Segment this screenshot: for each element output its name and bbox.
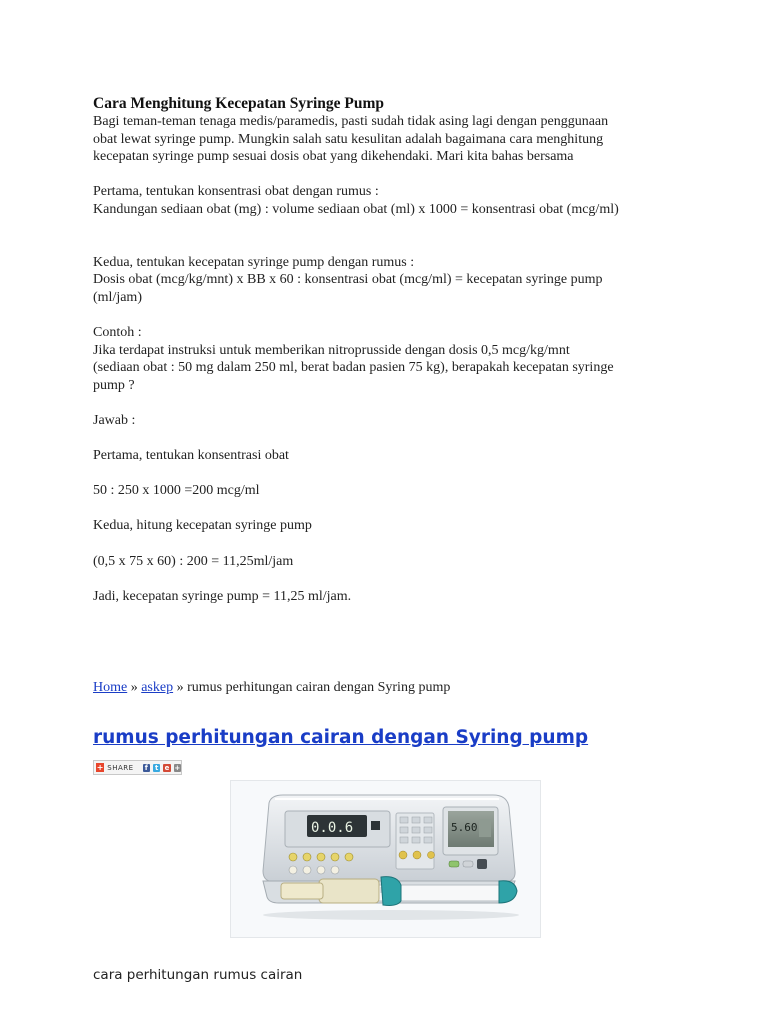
twitter-icon: t bbox=[154, 763, 159, 772]
step1-formula: Kandungan sediaan obat (mg) : volume sediaan obat (ml) x 1000 = konsentrasi obat (mcg/ml) bbox=[93, 201, 619, 217]
article-title: Cara Menghitung Kecepatan Syringe Pump bbox=[93, 95, 385, 112]
email-icon: e bbox=[164, 763, 170, 772]
example-heading: Contoh : bbox=[93, 324, 142, 340]
pump-display-value: 0.0.6 bbox=[311, 820, 354, 836]
article bbox=[93, 95, 693, 605]
share-label: SHARE bbox=[107, 763, 134, 772]
step1-heading: Pertama, tentukan konsentrasi obat dengan rumus : bbox=[93, 184, 379, 200]
step2-formula-line-2: (ml/jam) bbox=[93, 289, 142, 305]
answer-calc2: (0,5 x 75 x 60) : 200 = 11,25ml/jam bbox=[93, 553, 294, 569]
intro-line-1: Bagi teman-teman tenaga medis/paramedis, pasti sudah tidak asing lagi dengan penggunaan bbox=[93, 114, 609, 129]
pump-lcd-value: 5.60 bbox=[451, 821, 478, 834]
intro-line-2: obat lewat syringe pump. Mungkin salah satu kesulitan adalah bagaimana cara menghitung bbox=[93, 131, 604, 147]
more-icon: + bbox=[174, 763, 181, 772]
intro-line-3: kecepatan syringe pump sesuai dosis obat yang dikehendaki. Mari kita bahas bersama bbox=[93, 149, 574, 165]
breadcrumb-separator: » bbox=[127, 680, 142, 695]
answer-step2: Kedua, hitung kecepatan syringe pump bbox=[93, 518, 312, 534]
step2-heading: Kedua, tentukan kecepatan syringe pump dengan rumus : bbox=[93, 254, 415, 270]
post-title-link[interactable]: rumus perhitungan cairan dengan Syring pump bbox=[93, 727, 589, 748]
breadcrumb-separator: » bbox=[173, 680, 188, 695]
step2-formula-line-1: Dosis obat (mcg/kg/mnt) x BB x 60 : konsentrasi obat (mcg/ml) = kecepatan syringe pump bbox=[93, 272, 603, 288]
breadcrumb bbox=[93, 679, 450, 697]
facebook-icon: f bbox=[143, 764, 150, 772]
answer-step1: Pertama, tentukan konsentrasi obat bbox=[93, 448, 289, 464]
example-line-3: pump ? bbox=[93, 377, 135, 393]
example-line-2: (sediaan obat : 50 mg dalam 250 ml, berat badan pasien 75 kg), berapakah kecepatan syringe bbox=[93, 360, 614, 376]
breadcrumb-askep-link[interactable]: askep bbox=[141, 680, 174, 695]
share-button[interactable] bbox=[93, 760, 182, 775]
answer-calc1: 50 : 250 x 1000 =200 mcg/ml bbox=[93, 483, 260, 499]
conclusion: Jadi, kecepatan syringe pump = 11,25 ml/jam. bbox=[93, 588, 352, 604]
image-caption: cara perhitungan rumus cairan bbox=[93, 967, 303, 983]
syringe-pump-illustration bbox=[231, 781, 540, 937]
breadcrumb-home-link[interactable]: Home bbox=[93, 680, 128, 695]
plus-icon: + bbox=[96, 763, 104, 772]
answer-heading: Jawab : bbox=[93, 412, 136, 428]
breadcrumb-current: rumus perhitungan cairan dengan Syring pump bbox=[187, 680, 451, 695]
syringe-pump-image bbox=[230, 780, 541, 938]
example-line-1: Jika terdapat instruksi untuk memberikan nitroprusside dengan dosis 0,5 mcg/kg/mnt bbox=[93, 342, 570, 358]
